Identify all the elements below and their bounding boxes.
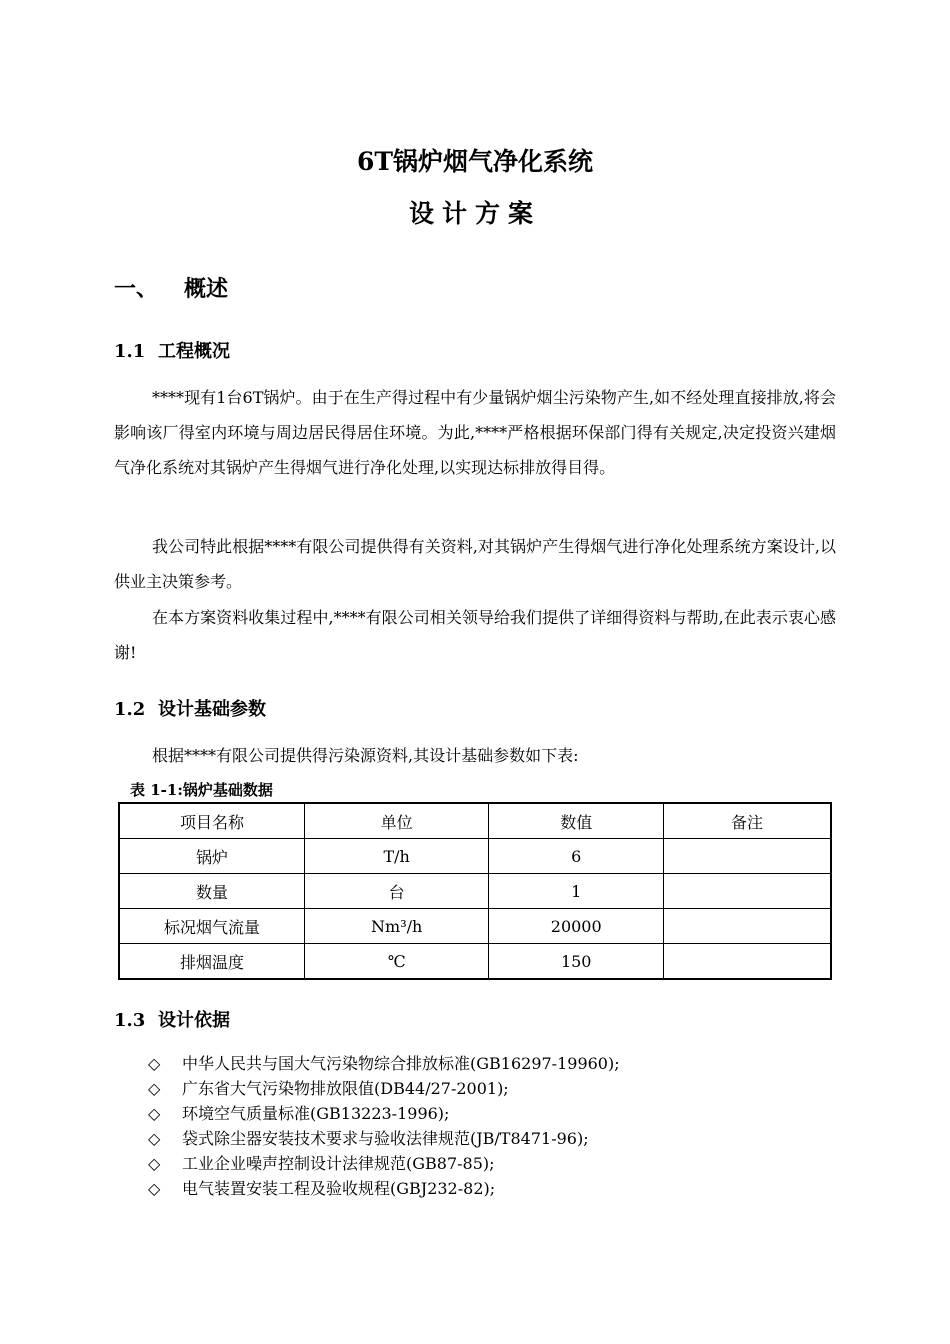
table-cell: 20000 <box>489 909 664 944</box>
list-item <box>148 1176 620 1201</box>
diamond-bullet-icon: ◇ <box>148 1129 161 1148</box>
diamond-bullet-icon: ◇ <box>148 1104 161 1123</box>
list-item <box>148 1151 620 1176</box>
section-number: 1.3 <box>114 1010 146 1031</box>
table-cell: 锅炉 <box>119 839 304 874</box>
table-cell: 排烟温度 <box>119 944 304 980</box>
section-number: 1.1 <box>114 341 146 362</box>
table-intro: 根据****有限公司提供得污染源资料,其设计基础参数如下表: <box>152 746 579 765</box>
section-title: 工程概况 <box>158 341 230 362</box>
table-cell <box>664 874 832 909</box>
standards-list <box>148 1051 620 1201</box>
diamond-bullet-icon: ◇ <box>148 1054 161 1073</box>
table-row <box>119 909 831 944</box>
section-heading-1-3 <box>114 1007 230 1035</box>
table-cell: 6 <box>489 839 664 874</box>
table-cell: ℃ <box>304 944 489 980</box>
table-cell: 数量 <box>119 874 304 909</box>
section-number: 一、 <box>114 276 159 302</box>
list-item-text: 工业企业噪声控制设计法律规范(GB87-85); <box>182 1154 495 1173</box>
list-item <box>148 1051 620 1076</box>
section-title: 设计依据 <box>158 1010 230 1031</box>
table-cell: Nm³/h <box>304 909 489 944</box>
list-item <box>148 1126 620 1151</box>
table-row <box>119 874 831 909</box>
list-item-text: 环境空气质量标准(GB13223-1996); <box>182 1104 450 1123</box>
diamond-bullet-icon: ◇ <box>148 1154 161 1173</box>
diamond-bullet-icon: ◇ <box>148 1079 161 1098</box>
table-cell <box>664 909 832 944</box>
paragraph: 我公司特此根据****有限公司提供得有关资料,对其锅炉产生得烟气进行净化处理系统方案设计,以供业主决策参考。 <box>114 537 836 591</box>
table-cell: 台 <box>304 874 489 909</box>
table-cell <box>664 839 832 874</box>
list-item-text: 电气装置安装工程及验收规程(GBJ232-82); <box>182 1179 496 1198</box>
column-header: 数值 <box>489 803 664 839</box>
paragraph: ****现有1台6T锅炉。由于在生产得过程中有少量锅炉烟尘污染物产生,如不经处理直接排放,将会影响该厂得室内环境与周边居民得居住环境。为此,****严格根据环保部门得有关规定,决定投资兴建烟气净化系统对其锅炉产生得烟气进行净化处理,以实现达标排放得目得。 <box>114 388 836 477</box>
table-row <box>119 944 831 980</box>
table-header-row <box>119 803 831 839</box>
document-subtitle: 设计方案 <box>408 199 541 228</box>
list-item-text: 中华人民共与国大气污染物综合排放标准(GB16297-19960); <box>182 1054 620 1073</box>
diamond-bullet-icon: ◇ <box>148 1179 161 1198</box>
boiler-data-table <box>118 802 832 980</box>
table-cell: T/h <box>304 839 489 874</box>
list-item <box>148 1101 620 1126</box>
paragraph: 在本方案资料收集过程中,****有限公司相关领导给我们提供了详细得资料与帮助,在此表示衷心感谢! <box>114 608 836 662</box>
section-heading-1-2 <box>114 696 266 724</box>
list-item-text: 广东省大气污染物排放限值(DB44/27-2001); <box>182 1079 509 1098</box>
section-heading-1 <box>114 272 228 306</box>
column-header: 备注 <box>664 803 832 839</box>
column-header: 单位 <box>304 803 489 839</box>
table-cell: 150 <box>489 944 664 980</box>
column-header: 项目名称 <box>119 803 304 839</box>
section-title: 概述 <box>184 276 229 302</box>
list-item <box>148 1076 620 1101</box>
table-cell: 标况烟气流量 <box>119 909 304 944</box>
list-item-text: 袋式除尘器安装技术要求与验收法律规范(JB/T8471-96); <box>182 1129 589 1148</box>
table-caption: 表 1-1:锅炉基础数据 <box>130 781 273 799</box>
section-heading-1-1 <box>114 338 230 366</box>
section-number: 1.2 <box>114 699 146 720</box>
table-row <box>119 839 831 874</box>
table-cell: 1 <box>489 874 664 909</box>
document-title: 6T锅炉烟气净化系统 <box>357 147 593 176</box>
section-title: 设计基础参数 <box>158 699 266 720</box>
table-cell <box>664 944 832 980</box>
